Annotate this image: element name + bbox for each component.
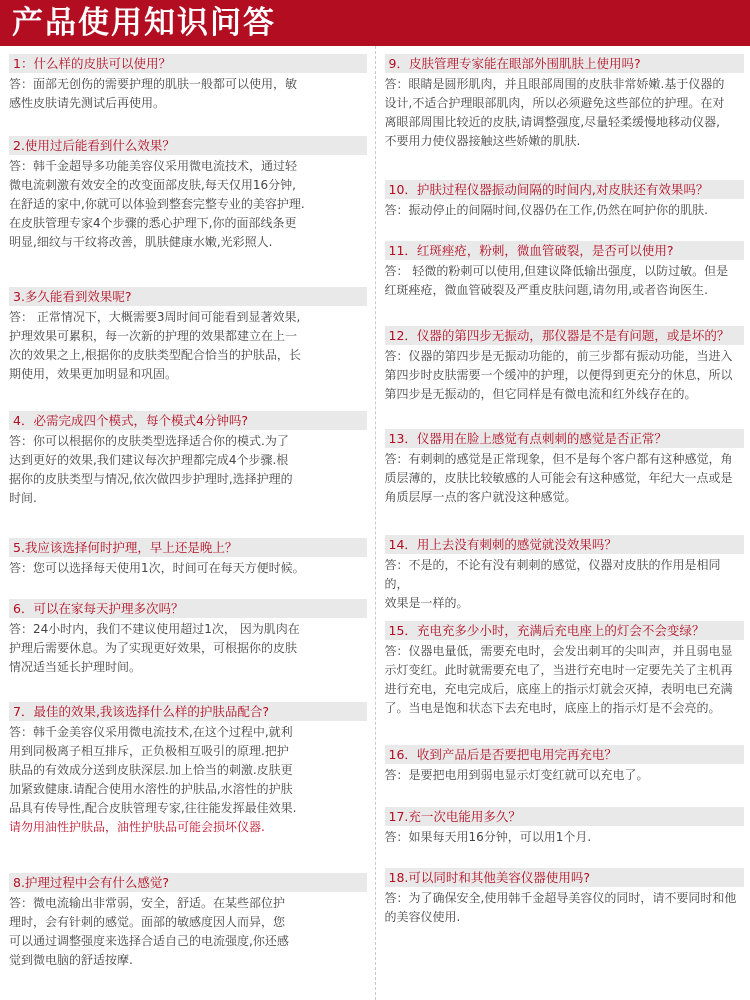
faq-item <box>385 745 745 785</box>
faq-answer <box>385 766 745 785</box>
faq-answer-line: 答：不是的，不论有没有刺刺的感觉，仪器对皮肤的作用是相同的， <box>384 558 721 591</box>
faq-answer-line: 不要用力使仪器接触这些娇嫩的肌肤. <box>384 134 581 148</box>
faq-question: 11．红斑痤疮，粉刺，微血管破裂，是否可以使用? <box>385 241 745 260</box>
faq-answer-line: 答：微电流输出非常弱，安全，舒适。在某些部位护 <box>9 896 286 910</box>
faq-item <box>385 868 745 927</box>
faq-answer <box>9 308 367 384</box>
faq-item <box>385 429 745 507</box>
faq-answer-line: 答：如果每天用16分钟，可以用1个月. <box>384 830 592 844</box>
faq-answer-line: 效果是一样的。 <box>384 596 469 610</box>
faq-question: 10．护肤过程仪器振动间隔的时间内,对皮肤还有效果吗？ <box>385 180 745 199</box>
faq-answer <box>9 559 367 578</box>
faq-answer <box>9 894 367 970</box>
faq-answer-line: 感性皮肤请先测试后再使用。 <box>9 96 166 110</box>
faq-question: 3.多久能看到效果呢? <box>9 287 367 306</box>
faq-answer-line: 肤品的有效成分送到皮肤深层.加上恰当的刺激.皮肤更 <box>9 763 293 777</box>
faq-question: 16．收到产品后是否要把电用完再充电？ <box>385 745 745 764</box>
faq-answer <box>385 201 745 220</box>
faq-answer-line: 答：仪器电量低，需要充电时，会发出刺耳的尖叫声，并且弱电显 <box>384 644 733 658</box>
faq-answer <box>9 75 367 113</box>
faq-answer-line: 答：韩千金美容仪采用微电流技术,在这个过程中,就利 <box>9 725 293 739</box>
faq-answer-line: 可以通过调整强度来选择合适自己的电流强度,你还感 <box>9 934 289 948</box>
faq-answer <box>9 723 367 837</box>
faq-answer-line: 答：振动停止的间隔时间,仪器仍在工作,仍然在呵护你的肌肤. <box>384 203 708 217</box>
faq-item <box>385 621 745 718</box>
faq-item <box>385 807 745 847</box>
faq-answer-line: 角质层厚一点的客户就没这种感觉。 <box>384 490 577 504</box>
faq-answer <box>385 262 745 300</box>
faq-answer-line: 明显,细纹与干纹将改善，肌肤健康水嫩,光彩照人. <box>9 235 273 249</box>
faq-answer-line: 据你的皮肤类型与情况,依次做四步护理时,选择护理的 <box>9 472 293 486</box>
faq-question: 12．仪器的第四步无振动，那仪器是不是有问题，或是坏的？ <box>385 326 745 345</box>
faq-question: 5.我应该选择何时护理，早上还是晚上？ <box>9 538 367 557</box>
faq-answer-line: 设计,不适合护理眼部肌肉，所以必须避免这些部位的护理。在对 <box>384 96 725 110</box>
faq-answer-line: 答：眼睛是圆形肌肉，并且眼部周围的皮肤非常娇嫩.基于仪器的 <box>384 77 725 91</box>
faq-question: 4．必需完成四个模式，每个模式4分钟吗? <box>9 411 367 430</box>
faq-answer-line: 红斑痤疮，微血管破裂及严重皮肤问题,请勿用,或者咨询医生. <box>384 283 708 297</box>
faq-answer <box>9 157 367 252</box>
faq-answer-line: 答： 轻微的粉刺可以使用,但建议降低输出强度，以防过敏。但是 <box>384 264 729 278</box>
faq-question: 9．皮肤管理专家能在眼部外围肌肤上使用吗? <box>385 54 745 73</box>
faq-item <box>9 538 367 578</box>
faq-answer-line: 第四步是无振动的，但它同样是有微电流和红外线存在的。 <box>384 387 697 401</box>
faq-answer-line: 护理效果可累积，每一次新的护理的效果都建立在上一 <box>9 329 298 343</box>
faq-answer-line: 答：你可以根据你的皮肤类型选择适合你的模式.为了 <box>9 434 289 448</box>
faq-question: 14．用上去没有刺刺的感觉就没效果吗？ <box>385 535 745 554</box>
faq-answer-line: 用到同极离子相互排斥，正负极相互吸引的原理.把护 <box>9 744 289 758</box>
faq-question: 18.可以同时和其他美容仪器使用吗? <box>385 868 745 887</box>
faq-answer-line: 情况适当延长护理时间。 <box>9 660 142 674</box>
faq-question: 6．可以在家每天护理多次吗？ <box>9 599 367 618</box>
faq-answer <box>9 620 367 677</box>
faq-answer-line: 的美容仪使用. <box>384 910 461 924</box>
faq-answer-line: 在舒适的家中,你就可以体验到整套完整专业的美容护理. <box>9 197 305 211</box>
faq-answer-line: 觉到微电脑的舒适按摩. <box>9 953 133 967</box>
faq-question: 8.护理过程中会有什么感觉? <box>9 873 367 892</box>
faq-answer-line: 质层薄的，皮肤比较敏感的人可能会有这种感觉，年纪大一点或是 <box>384 471 733 485</box>
faq-answer-line: 时间. <box>9 491 37 505</box>
faq-answer <box>385 889 745 927</box>
faq-answer-line: 答：为了确保安全,使用韩千金超导美容仪的同时，请不要同时和他 <box>384 891 737 905</box>
faq-item <box>385 241 745 300</box>
faq-question: 2.使用过后能看到什么效果？ <box>9 136 367 155</box>
faq-answer-line: 微电流刺激有效安全的改变面部皮肤,每天仅用16分钟, <box>9 178 296 192</box>
faq-answer-line: 答：仪器的第四步是无振动功能的，前三步都有振动功能，当进入 <box>384 349 733 363</box>
faq-question: 17.充一次电能用多久？ <box>385 807 745 826</box>
faq-answer-line: 答：韩千金超导多功能美容仪采用微电流技术，通过轻 <box>9 159 298 173</box>
faq-question: 1：什么样的皮肤可以使用？ <box>9 54 367 73</box>
faq-answer <box>9 432 367 508</box>
faq-answer-line: 离眼部周围比较近的皮肤,请调整强度,尽量轻柔缓慢地移动仪器, <box>384 115 720 129</box>
faq-item <box>9 599 367 677</box>
faq-answer-line: 达到更好的效果,我们建议每次护理都完成4个步骤.根 <box>9 453 289 467</box>
faq-item <box>9 873 367 970</box>
faq-item <box>385 180 745 220</box>
faq-answer <box>385 828 745 847</box>
faq-warning-note: 请勿用油性护肤品，油性护肤品可能会损坏仪器. <box>9 820 265 834</box>
faq-question: 7．最佳的效果,我该选择什么样的护肤品配合? <box>9 702 367 721</box>
faq-item <box>385 535 745 613</box>
faq-item <box>385 54 745 151</box>
faq-answer-line: 进行充电，充电完成后，底座上的指示灯就会灭掉，表明电已充满 <box>384 682 733 696</box>
faq-item <box>9 287 367 384</box>
faq-right-column <box>375 46 750 1000</box>
faq-answer-line: 品具有传导性,配合皮肤管理专家,往往能发挥最佳效果. <box>9 801 297 815</box>
faq-answer <box>385 347 745 404</box>
faq-answer-line: 示灯变红。此时就需要充电了，当进行充电时一定要先关了主机再 <box>384 663 733 677</box>
faq-answer-line: 在皮肤管理专家4个步骤的悉心护理下,你的面部线条更 <box>9 216 297 230</box>
faq-answer <box>385 75 745 151</box>
faq-answer-line: 答：您可以选择每天使用1次，时间可在每天方便时候。 <box>9 561 305 575</box>
faq-answer-line: 期使用，效果更加明显和巩固。 <box>9 367 178 381</box>
faq-answer <box>385 450 745 507</box>
faq-item <box>9 54 367 113</box>
faq-content <box>0 46 750 1000</box>
faq-answer-line: 答：有刺刺的感觉是正常现象，但不是每个客户都有这种感觉，角 <box>384 452 733 466</box>
faq-item <box>9 702 367 837</box>
faq-answer-line: 答：24小时内，我们不建议使用超过1次， 因为肌肉在 <box>9 622 300 636</box>
faq-answer-line: 护理后需要休息。为了实现更好效果，可根据你的皮肤 <box>9 641 298 655</box>
page-header <box>0 0 750 46</box>
page-title: 产品使用知识问答 <box>12 5 276 41</box>
faq-left-column <box>0 46 375 1000</box>
faq-item <box>385 326 745 404</box>
faq-answer <box>385 556 745 613</box>
faq-answer-line: 第四步时皮肤需要一个缓冲的护理，以便得到更充分的休息，所以 <box>384 368 733 382</box>
faq-question: 13．仪器用在脸上感觉有点刺刺的感觉是否正常？ <box>385 429 745 448</box>
faq-answer-line: 次的效果之上,根据你的皮肤类型配合恰当的护肤品，长 <box>9 348 301 362</box>
faq-item <box>9 411 367 508</box>
faq-answer-line: 了。当电是饱和状态下去充电时，底座上的指示灯是不会亮的。 <box>384 701 721 715</box>
faq-answer <box>385 642 745 718</box>
faq-answer-line: 答：面部无创伤的需要护理的肌肤一般都可以使用，敏 <box>9 77 298 91</box>
faq-item <box>9 136 367 252</box>
faq-answer-line: 答：是要把电用到弱电显示灯变红就可以充电了。 <box>384 768 649 782</box>
faq-answer-line: 理时，会有针刺的感觉。面部的敏感度因人而异，您 <box>9 915 286 929</box>
faq-answer-line: 加紧致健康.请配合使用水溶性的护肤品,水溶性的护肤 <box>9 782 293 796</box>
faq-question: 15．充电充多少小时，充满后充电座上的灯会不会变绿？ <box>385 621 745 640</box>
faq-answer-line: 答： 正常情况下，大概需要3周时间可能看到显著效果, <box>9 310 301 324</box>
